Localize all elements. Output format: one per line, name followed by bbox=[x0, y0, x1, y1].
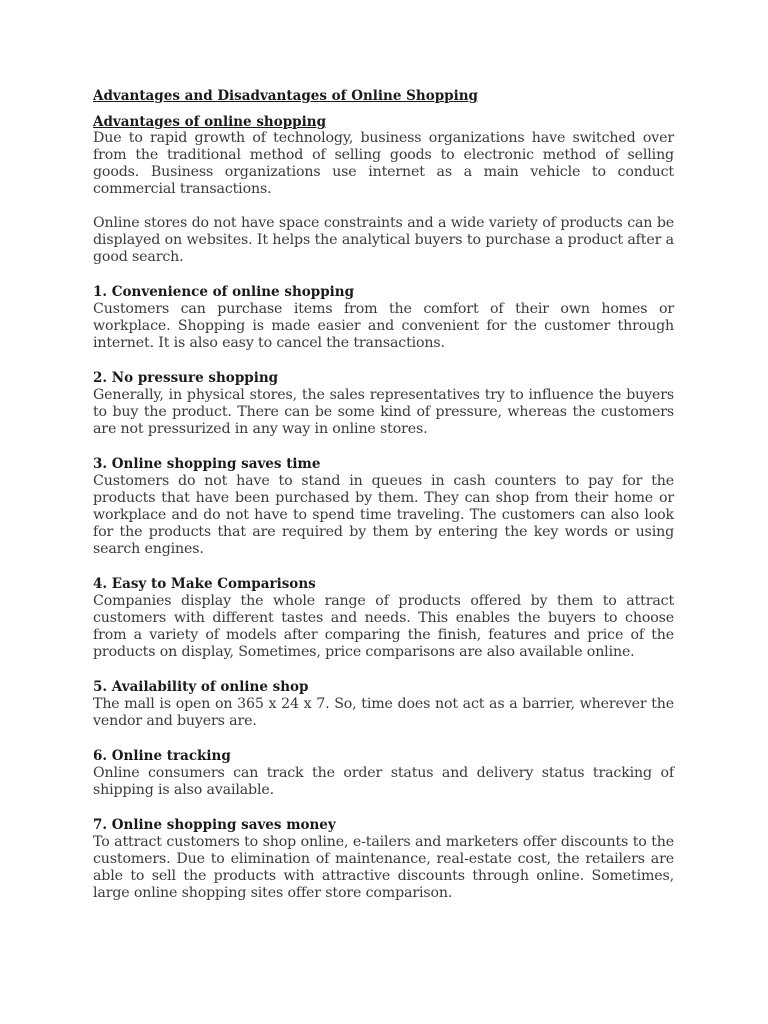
intro-paragraph: Online stores do not have space constraints and a wide variety of products can be displayed on websites. It helps the analytical buyers to purchase a product after a good search. bbox=[93, 215, 674, 265]
section-heading: 1. Convenience of online shopping bbox=[93, 284, 355, 300]
section-heading: 4. Easy to Make Comparisons bbox=[93, 576, 316, 592]
section-heading: 2. No pressure shopping bbox=[93, 370, 279, 386]
section-text: To attract customers to shop online, e-tailers and marketers offer discounts to the customers. Due to elimination of maintenance, real-estate cost, the retailers are able to sell the products with attractive discounts through online. Sometimes, large online shopping sites offer store comparison. bbox=[93, 834, 674, 901]
section-saves-money bbox=[93, 817, 674, 902]
section-availability bbox=[93, 679, 674, 730]
section-heading: 3. Online shopping saves time bbox=[93, 456, 321, 472]
document-page bbox=[93, 86, 674, 902]
section-heading: 5. Availability of online shop bbox=[93, 679, 309, 695]
section-no-pressure bbox=[93, 370, 674, 438]
section-comparisons bbox=[93, 576, 674, 661]
section-text: Customers can purchase items from the comfort of their own homes or workplace. Shopping is made easier and convenient for the customer through internet. It is also easy to cancel the transactions. bbox=[93, 301, 674, 351]
section-saves-time bbox=[93, 456, 674, 558]
section-text: Generally, in physical stores, the sales representatives try to influence the buyers to buy the product. There can be some kind of pressure, whereas the customers are not pressurized in any way in online stores. bbox=[93, 387, 674, 437]
section-heading: 6. Online tracking bbox=[93, 748, 231, 764]
section-text: Companies display the whole range of products offered by them to attract customers with different tastes and needs. This enables the buyers to choose from a variety of models after comparing the finish, features and price of the products on display, Sometimes, price comparisons are also available online. bbox=[93, 593, 674, 660]
section-text: Customers do not have to stand in queues in cash counters to pay for the products that have been purchased by them. They can shop from their home or workplace and do not have to spend time traveling. The customers can also look for the products that are required by them by entering the key words or using search engines. bbox=[93, 473, 674, 557]
section-convenience bbox=[93, 284, 674, 352]
document-title: Advantages and Disadvantages of Online Shopping bbox=[93, 88, 478, 104]
intro-paragraph: Due to rapid growth of technology, business organizations have switched over from the traditional method of selling goods to electronic method of selling goods. Business organizations use internet as a main vehicle to conduct commercial transactions. bbox=[93, 130, 674, 197]
advantages-subheading: Advantages of online shopping bbox=[93, 114, 327, 130]
section-text: Online consumers can track the order status and delivery status tracking of shipping is also available. bbox=[93, 765, 674, 798]
section-text: The mall is open on 365 x 24 x 7. So, time does not act as a barrier, wherever the vendor and buyers are. bbox=[93, 696, 674, 729]
section-heading: 7. Online shopping saves money bbox=[93, 817, 336, 833]
section-tracking bbox=[93, 748, 674, 799]
